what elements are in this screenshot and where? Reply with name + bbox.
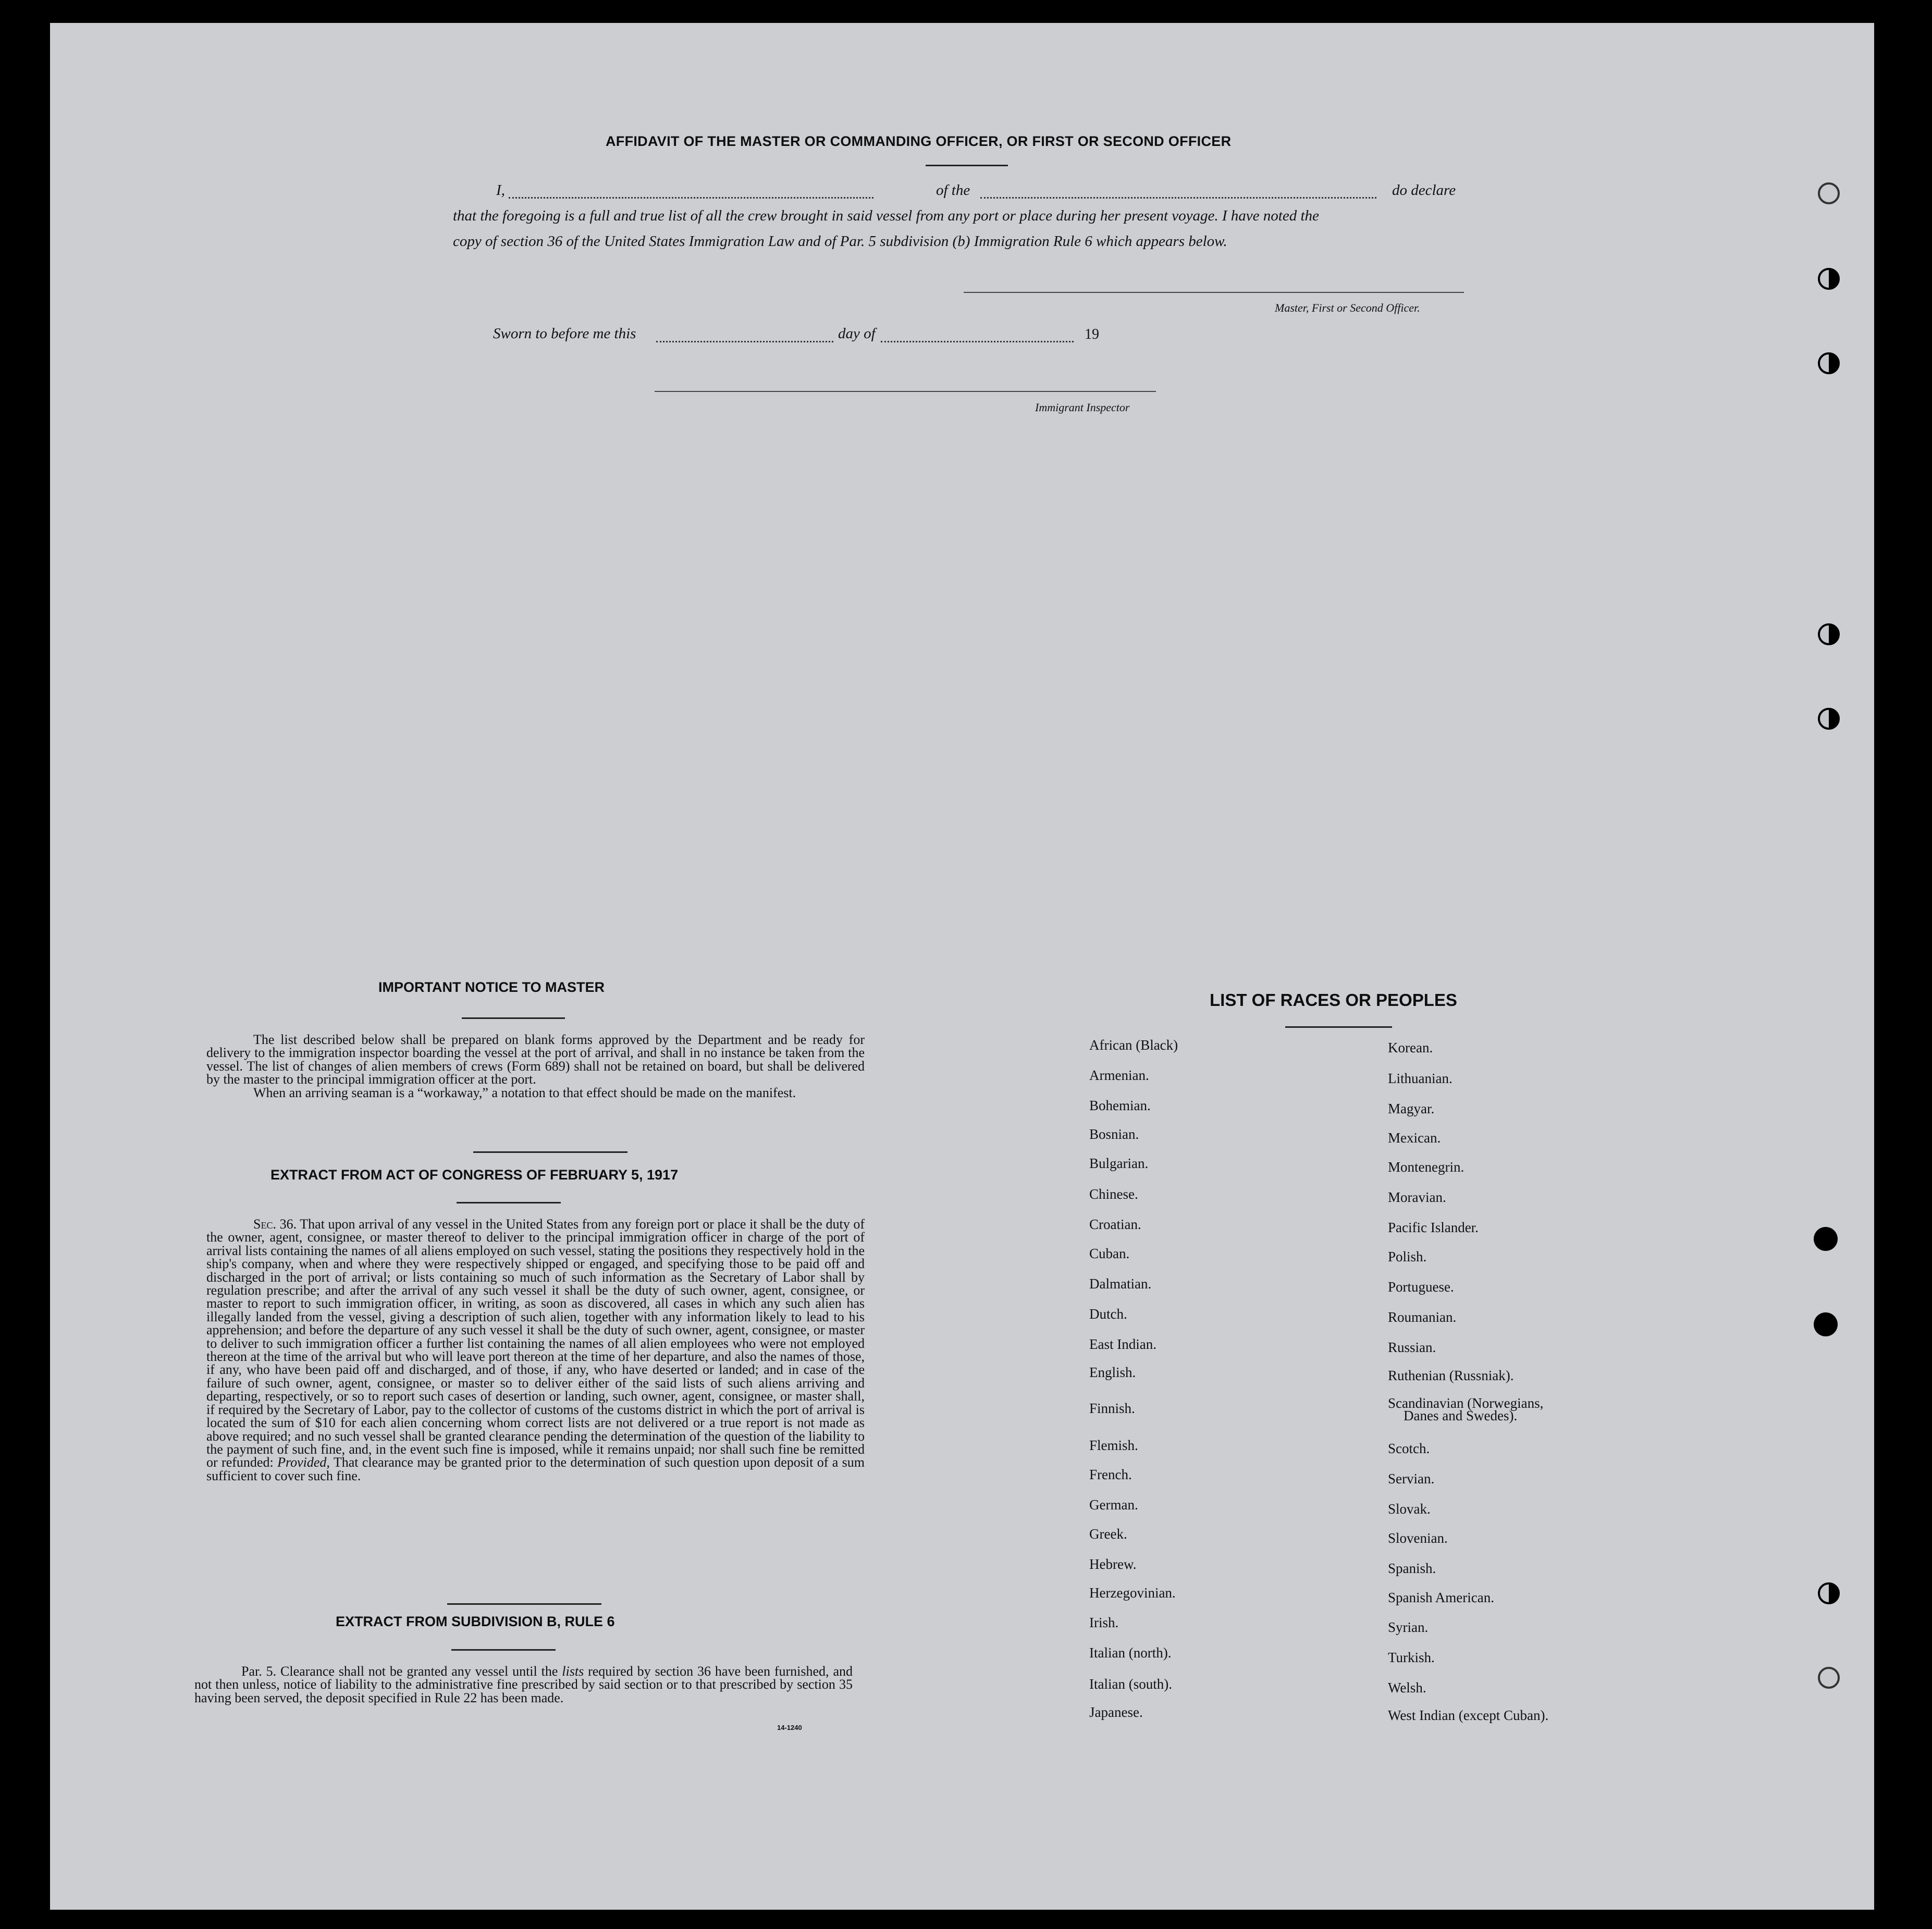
race-item: Korean.	[1388, 1040, 1433, 1055]
race-item: Ruthenian (Russniak).	[1388, 1368, 1514, 1383]
race-item: Croatian.	[1089, 1217, 1141, 1232]
race-item: Cuban.	[1089, 1246, 1130, 1261]
race-item: Syrian.	[1388, 1619, 1429, 1635]
race-item: Armenian.	[1089, 1067, 1149, 1083]
race-item: Danes and Swedes).	[1404, 1408, 1518, 1423]
document-page	[50, 23, 1874, 1910]
punch-hole-icon	[1814, 1227, 1838, 1251]
race-item: Japanese.	[1089, 1704, 1143, 1720]
punch-hole-icon	[1818, 708, 1840, 730]
notice-title: IMPORTANT NOTICE TO MASTER	[378, 979, 605, 995]
inspector-signature-line[interactable]	[655, 391, 1156, 392]
affidavit-declare: do declare	[1392, 182, 1456, 199]
race-item: Moravian.	[1388, 1189, 1446, 1205]
race-item: Hebrew.	[1089, 1556, 1137, 1572]
affidavit-title: AFFIDAVIT OF THE MASTER OR COMMANDING OFFICER, OR FIRST OR SECOND OFFICER	[606, 133, 1232, 149]
rule-paragraph	[194, 1665, 853, 1704]
year-prefix: 19	[1085, 326, 1099, 342]
race-item: Greek.	[1089, 1526, 1127, 1542]
race-item: English.	[1089, 1365, 1136, 1380]
form-number: 14-1240	[777, 1724, 802, 1731]
inspector-caption: Immigrant Inspector	[1035, 401, 1130, 414]
punch-hole-icon	[1818, 623, 1840, 645]
master-signature-line[interactable]	[964, 292, 1464, 293]
act-provided: Provided,	[277, 1455, 330, 1470]
race-item: Italian (south).	[1089, 1676, 1172, 1692]
sec-label: Sec.	[253, 1217, 276, 1232]
race-item: Dalmatian.	[1089, 1276, 1152, 1292]
notice-paragraph-1: The list described below shall be prepared on blank forms approved by the Department and be ready for delivery to the immigration inspector boarding the vessel at the port of arrival, and shall in no instance be taken from the vessel. The list of changes of alien members of crews (Form 689) shall not be retained on board, but shall be delivered by the master to the principal immigration officer at the port.	[206, 1032, 865, 1087]
race-item: Herzegovinian.	[1089, 1585, 1176, 1601]
sworn-month-blank[interactable]	[881, 341, 1074, 342]
race-item: Montenegrin.	[1388, 1159, 1465, 1175]
act-end-rule	[447, 1603, 601, 1605]
race-item: Slovak.	[1388, 1501, 1431, 1517]
master-signature-caption: Master, First or Second Officer.	[1275, 301, 1420, 314]
race-item: Magyar.	[1388, 1101, 1435, 1116]
race-item: French.	[1089, 1467, 1132, 1482]
race-item: Bulgarian.	[1089, 1156, 1149, 1171]
race-item: Pacific Islander.	[1388, 1220, 1479, 1235]
races-rule	[1285, 1026, 1392, 1028]
race-item: Slovenian.	[1388, 1530, 1448, 1546]
notice-rule	[462, 1017, 565, 1019]
title-rule	[926, 165, 1008, 166]
notice-end-rule	[473, 1151, 627, 1153]
vessel-blank[interactable]	[980, 197, 1376, 199]
race-item: Finnish.	[1089, 1400, 1135, 1416]
affidavit-line2: that the foregoing is a full and true list of all the crew brought in said vessel from any port or place during her present voyage. I have noted the	[453, 207, 1319, 224]
rule-rule	[451, 1649, 556, 1651]
race-item: Italian (north).	[1089, 1645, 1172, 1661]
race-item: Scotch.	[1388, 1441, 1430, 1456]
race-item: Spanish.	[1388, 1561, 1436, 1576]
act-title: EXTRACT FROM ACT OF CONGRESS OF FEBRUARY 5, 1917	[270, 1167, 679, 1183]
races-title: LIST OF RACES OR PEOPLES	[1210, 990, 1457, 1010]
race-item: Mexican.	[1388, 1130, 1441, 1146]
race-item: German.	[1089, 1497, 1138, 1513]
affidavit-line3: copy of section 36 of the United States Immigration Law and of Par. 5 subdivision (b) Immigration Rule 6 which appears below.	[453, 233, 1227, 250]
race-item: Polish.	[1388, 1249, 1427, 1264]
sworn-day-blank[interactable]	[656, 341, 833, 342]
race-item: Bosnian.	[1089, 1126, 1139, 1142]
race-item: Chinese.	[1089, 1186, 1138, 1202]
race-item: West Indian (except Cuban).	[1388, 1707, 1549, 1723]
race-item: Portuguese.	[1388, 1279, 1454, 1295]
race-item: Irish.	[1089, 1615, 1119, 1630]
act-section-36	[206, 1218, 865, 1482]
race-item: Welsh.	[1388, 1680, 1426, 1695]
sworn-label: Sworn to before me this	[493, 325, 636, 342]
rule-text-start: Par. 5. Clearance shall not be granted any vessel until the	[241, 1664, 562, 1679]
day-of-label: day of	[838, 325, 876, 342]
race-item: Spanish American.	[1388, 1590, 1494, 1605]
rule-lists: lists	[562, 1664, 584, 1679]
race-item: Flemish.	[1089, 1437, 1138, 1453]
act-body: 36. That upon arrival of any vessel in the United States from any foreign port or place it shall be the duty of the owner, agent, consignee, or master thereof to deliver to the principal immigration officer in charge of the port of arrival lists containing the names of all aliens employed on such vessel, stating the positions they respectively hold in the ship's company, when and where they were respectively shipped or engaged, and specifying those to be paid off and discharged in the port of arrival; or lists containing so much of such information as the Secretary of Labor shall by regulation prescribe; and after the arrival of any such vessel it shall be the duty of such owner, agent, consignee, or master to report to such immigration officer, in writing, as soon as discovered, all cases in which any such alien has illegally landed from the vessel, giving a description of such alien, together with any information likely to lead to his apprehension; and before the departure of any such vessel it shall be the duty of such owner, agent, consignee, or master to deliver to such immigration officer a further list containing the names of all alien employees who were not employed thereon at the time of the arrival but who will leave port thereon at the time of her departure, and also the names of those, if any, who have been paid off and discharged, and of those, if any, who have deserted or landed; and in case of the failure of such owner, agent, consignee, or master so to deliver either of the said lists of such aliens arriving and departing, respectively, or so to report such cases of desertion or landing, such owner, agent, consignee, or master shall, if required by the Secretary of Labor, pay to the collector of customs of the customs district in which the port of arrival is located the sum of $10 for each alien concerning whom correct lists are not delivered or a true report is not made as above required; and no such vessel shall be granted clearance pending the determination of the question of the liability to the payment of such fine, and, in the event such fine is imposed, while it remains unpaid; nor shall such fine be remitted or refunded:	[206, 1217, 865, 1470]
punch-hole-icon	[1818, 1667, 1840, 1689]
race-item: Dutch.	[1089, 1306, 1127, 1322]
act-body-end: That clearance may be granted prior to the determination of such question upon deposit of a sum sufficient to cover such fine.	[206, 1455, 865, 1483]
rule-title: EXTRACT FROM SUBDIVISION B, RULE 6	[336, 1614, 615, 1629]
race-item: Turkish.	[1388, 1650, 1435, 1665]
rule-text-end: required by section 36 have been furnished, and not then unless, notice of liability to the administrative fine prescribed by said section or to that prescribed by section 35 having been served, the deposit specified in Rule 22 has been made.	[194, 1664, 853, 1705]
affidavit-of-the: of the	[936, 182, 970, 199]
notice-paragraph-2: When an arriving seaman is a “workaway,” a notation to that effect should be made on the manifest.	[253, 1085, 796, 1100]
race-item: Roumanian.	[1388, 1309, 1457, 1325]
affidavit-i: I,	[496, 182, 505, 199]
race-item: African (Black)	[1089, 1037, 1178, 1053]
punch-hole-icon	[1818, 268, 1840, 290]
race-item: Russian.	[1388, 1340, 1436, 1355]
race-item: Servian.	[1388, 1471, 1435, 1486]
race-item: Lithuanian.	[1388, 1071, 1453, 1086]
punch-hole-icon	[1818, 352, 1840, 374]
punch-hole-icon	[1818, 1582, 1840, 1604]
race-item: Bohemian.	[1089, 1098, 1151, 1113]
act-rule	[457, 1202, 561, 1203]
punch-hole-icon	[1814, 1312, 1838, 1336]
name-blank[interactable]	[509, 197, 873, 199]
race-item: Scandinavian (Norwegians,	[1388, 1395, 1544, 1411]
race-item: East Indian.	[1089, 1336, 1156, 1352]
punch-hole-icon	[1818, 182, 1840, 204]
